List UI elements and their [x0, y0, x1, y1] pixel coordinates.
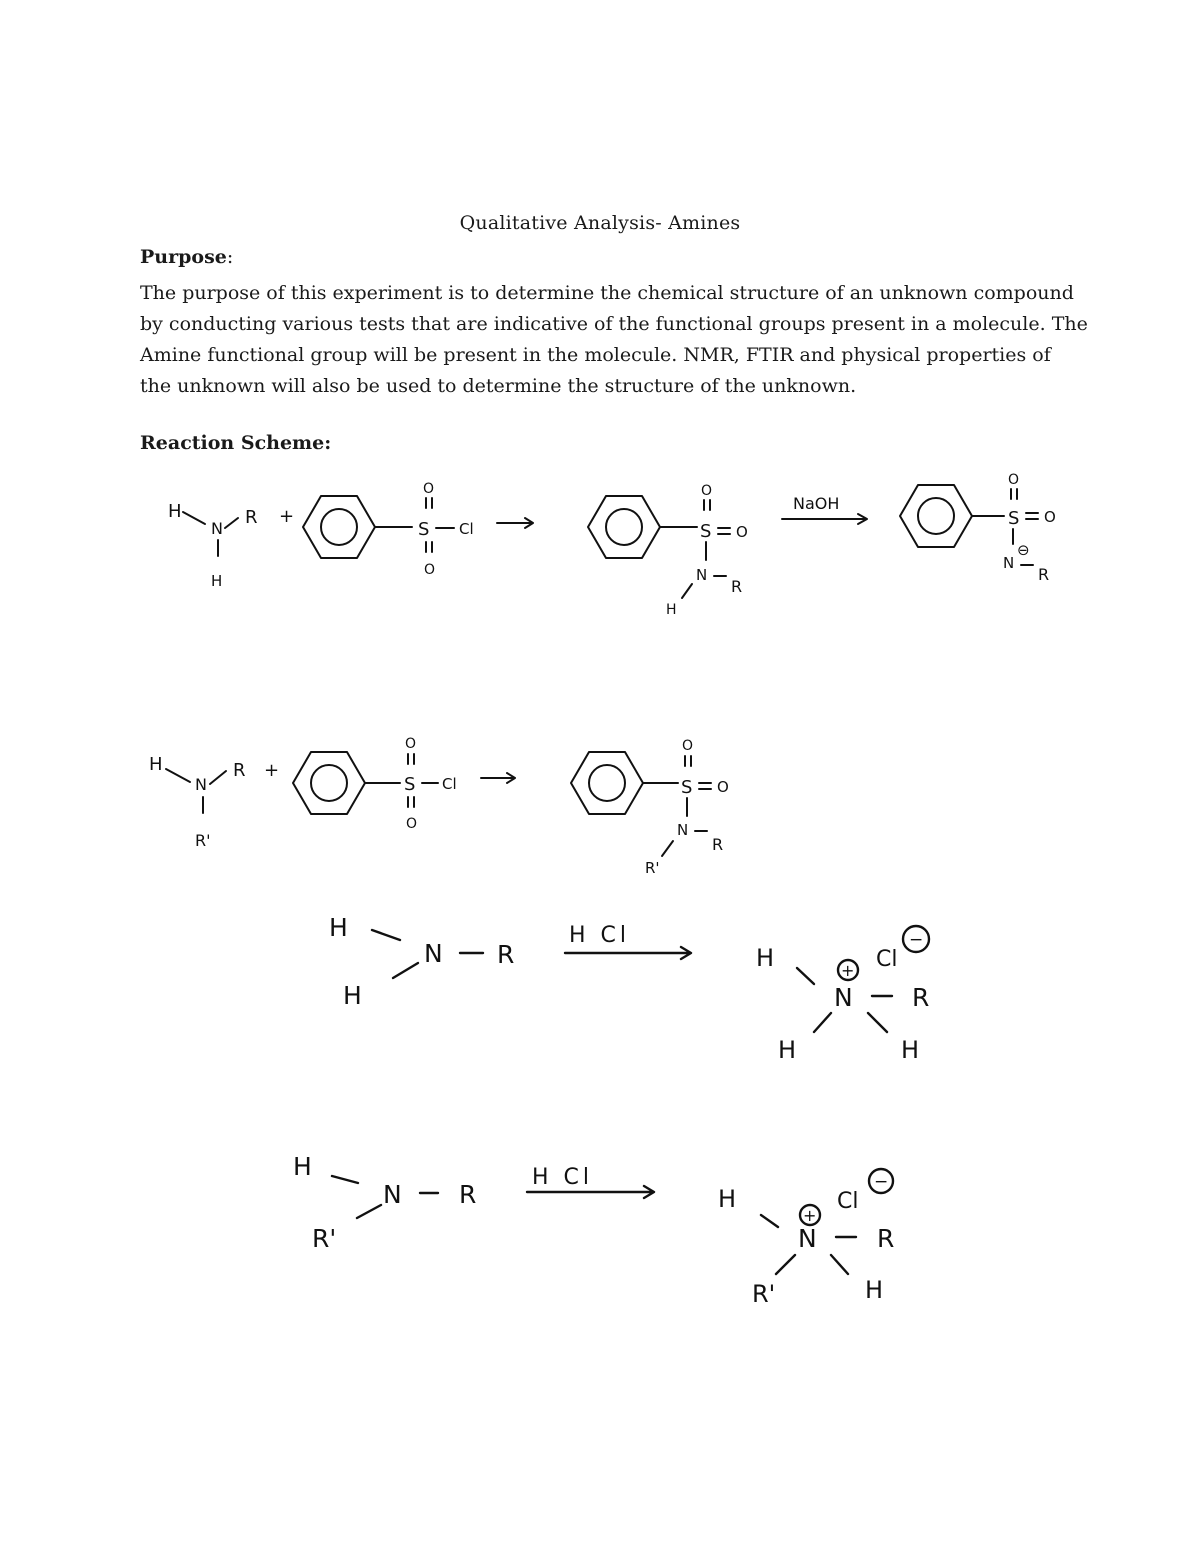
r1-product-s: S: [700, 521, 712, 542]
r2-sulfonamide-product: [571, 738, 729, 877]
r1-product-bond-n-h: [682, 584, 692, 598]
r2-product-o-top: O: [682, 738, 694, 754]
r1-double-bond-top: [426, 498, 432, 508]
r1-benzene-ring: [303, 496, 375, 558]
r2-product-double-bond-right: [699, 783, 711, 789]
r2-arrow: [481, 773, 515, 783]
r2-reagent-s: S: [404, 774, 416, 795]
r3-reactant-h-top: H: [329, 913, 348, 942]
r3-reactant-r: R: [497, 940, 515, 969]
r2-product-double-bond-top: [685, 756, 691, 766]
r1-final-s: S: [1008, 508, 1020, 529]
r4-plus-sign: +: [803, 1206, 817, 1225]
r3-bond-n-h-right: [868, 1013, 887, 1032]
r3-ammonium-chloride-product: [756, 926, 929, 1064]
r1-arrow-1: [497, 518, 533, 528]
r4-bond-h-n: [332, 1176, 358, 1183]
r1-primary-amine: [168, 501, 258, 590]
r1-final-double-bond-top: [1011, 489, 1017, 499]
r2-product-benzene-circle: [589, 765, 625, 801]
reaction-2: [149, 736, 729, 877]
r2-benzene-circle: [311, 765, 347, 801]
r4-product-h-left: H: [718, 1185, 737, 1213]
r1-final-double-bond-right: [1026, 513, 1038, 519]
r4-product-h-bottom-right: H: [865, 1276, 884, 1304]
r3-bond-n-h-left: [814, 1013, 831, 1032]
r1-condition-label: NaOH: [793, 494, 840, 513]
r1-final-benzene-ring: [900, 485, 972, 547]
r3-product-cl: Cl: [876, 947, 898, 972]
r1-reagent-cl: Cl: [459, 520, 474, 538]
reaction-scheme-heading: Reaction Scheme:: [140, 432, 332, 454]
r1-product-o-right: O: [736, 523, 748, 541]
r2-secondary-amine: [149, 754, 246, 850]
r2-product-n: N: [677, 821, 689, 839]
r4-product-r: R: [877, 1224, 895, 1253]
r1-reagent-o-top: O: [423, 481, 435, 497]
r2-benzenesulfonyl-chloride: [293, 736, 457, 832]
r2-product-benzene-ring: [571, 752, 643, 814]
r3-reactant-n: N: [424, 939, 443, 968]
r1-final-o-right: O: [1044, 508, 1056, 526]
r2-double-bond-bottom: [408, 797, 414, 807]
r3-plus-sign: +: [841, 961, 855, 980]
r3-product-n: N: [834, 983, 853, 1012]
r4-product-cl: Cl: [837, 1189, 859, 1214]
r1-final-o-top: O: [1008, 472, 1020, 488]
r1-product-r: R: [731, 577, 743, 596]
r4-ammonium-chloride-product: [718, 1169, 894, 1308]
r2-bond-h-n: [166, 769, 190, 782]
r1-final-r: R: [1038, 565, 1050, 584]
purpose-heading-colon: :: [226, 246, 234, 268]
r1-benzene-circle: [321, 509, 357, 545]
r2-product-bond-n-rprime: [662, 841, 673, 856]
r1-arrow-2: [782, 514, 867, 524]
r1-product-double-bond-top: [704, 500, 710, 510]
r1-product-benzene-ring: [588, 496, 660, 558]
r3-product-r: R: [912, 983, 930, 1012]
r2-product-r-prime: R': [645, 859, 660, 877]
r1-final-charge: ⊖: [1017, 541, 1030, 559]
reaction-3: [329, 913, 929, 1064]
r1-final-benzene-circle: [918, 498, 954, 534]
purpose-line: The purpose of this experiment is to determine the chemical structure of an unknown compound: [140, 282, 1074, 304]
r1-reagent-o-bottom: O: [424, 562, 436, 578]
r4-bond-h-n: [761, 1215, 778, 1227]
r4-bond-n-rprime: [776, 1255, 795, 1274]
r3-bond-h-n: [797, 968, 814, 984]
r2-reagent-cl: Cl: [442, 775, 457, 793]
r1-amine-r: R: [245, 507, 258, 528]
reaction-1: [168, 472, 1056, 618]
r3-product-h-left: H: [756, 944, 775, 972]
r3-bond-h-n: [372, 930, 400, 940]
r1-bond-n-r: [225, 518, 238, 528]
r1-sulfonamide-product: [588, 483, 748, 618]
r1-amine-h-bottom: H: [211, 572, 223, 590]
purpose-heading-text: Purpose: [140, 246, 227, 268]
r1-product-double-bond-right: [718, 528, 730, 534]
r4-reagent-label: H Cl: [532, 1165, 594, 1190]
r4-reactant-r: R: [459, 1180, 477, 1209]
r1-amine-h-top: H: [168, 501, 182, 522]
r1-product-o-top: O: [701, 483, 713, 499]
r1-bond-h-n: [183, 512, 205, 524]
r4-secondary-amine: [293, 1152, 476, 1253]
purpose-line: by conducting various tests that are indicative of the functional groups present in a molecule. The: [140, 313, 1088, 335]
r3-minus-sign: −: [909, 930, 924, 950]
r1-double-bond-bottom: [426, 542, 432, 552]
purpose-line: the unknown will also be used to determine the structure of the unknown.: [140, 375, 857, 397]
reaction-4: [293, 1152, 894, 1308]
r3-bond-n-h: [393, 963, 418, 978]
r4-bond-n-h: [831, 1255, 848, 1274]
r1-product-h: H: [666, 602, 677, 618]
r1-final-n: N: [1003, 554, 1015, 572]
r4-minus-sign: −: [874, 1172, 889, 1192]
r1-sulfonamide-anion: [900, 472, 1056, 584]
r4-reactant-n: N: [383, 1180, 402, 1209]
r2-product-r: R: [712, 835, 724, 854]
purpose-line: Amine functional group will be present in the molecule. NMR, FTIR and physical properties of: [140, 344, 1051, 366]
r2-amine-r: R: [233, 760, 246, 781]
r2-double-bond-top: [408, 754, 414, 764]
r3-primary-amine: [329, 913, 514, 1010]
r4-product-n: N: [798, 1224, 817, 1253]
r4-reactant-r-prime: R': [312, 1224, 337, 1253]
r1-amine-n: N: [211, 519, 223, 538]
r1-benzenesulfonyl-chloride: [303, 481, 474, 578]
r3-reactant-h-bottom: H: [343, 981, 362, 1010]
r1-plus-sign: +: [279, 506, 295, 527]
r2-product-o-right: O: [717, 778, 729, 796]
r2-amine-n: N: [195, 775, 207, 794]
r3-arrow: [565, 947, 691, 959]
r4-reactant-h-top: H: [293, 1152, 312, 1181]
r1-product-n: N: [696, 566, 708, 584]
r2-amine-h-top: H: [149, 754, 163, 775]
r3-product-h-bottom-left: H: [778, 1036, 797, 1064]
r1-reagent-s: S: [418, 519, 430, 540]
r2-amine-r-prime: R': [195, 831, 211, 850]
document-title: Qualitative Analysis- Amines: [459, 212, 741, 234]
r2-reagent-o-top: O: [405, 736, 417, 752]
r2-reagent-o-bottom: O: [406, 816, 418, 832]
r4-bond-n-rprime: [357, 1205, 381, 1218]
r3-product-h-bottom-right: H: [901, 1036, 920, 1064]
r3-reagent-label: H Cl: [569, 923, 631, 948]
r1-product-benzene-circle: [606, 509, 642, 545]
r2-product-s: S: [681, 777, 693, 798]
r2-bond-n-r: [210, 771, 226, 784]
r2-plus-sign: +: [264, 760, 280, 781]
r2-benzene-ring: [293, 752, 365, 814]
r4-product-r-prime: R': [752, 1280, 776, 1308]
